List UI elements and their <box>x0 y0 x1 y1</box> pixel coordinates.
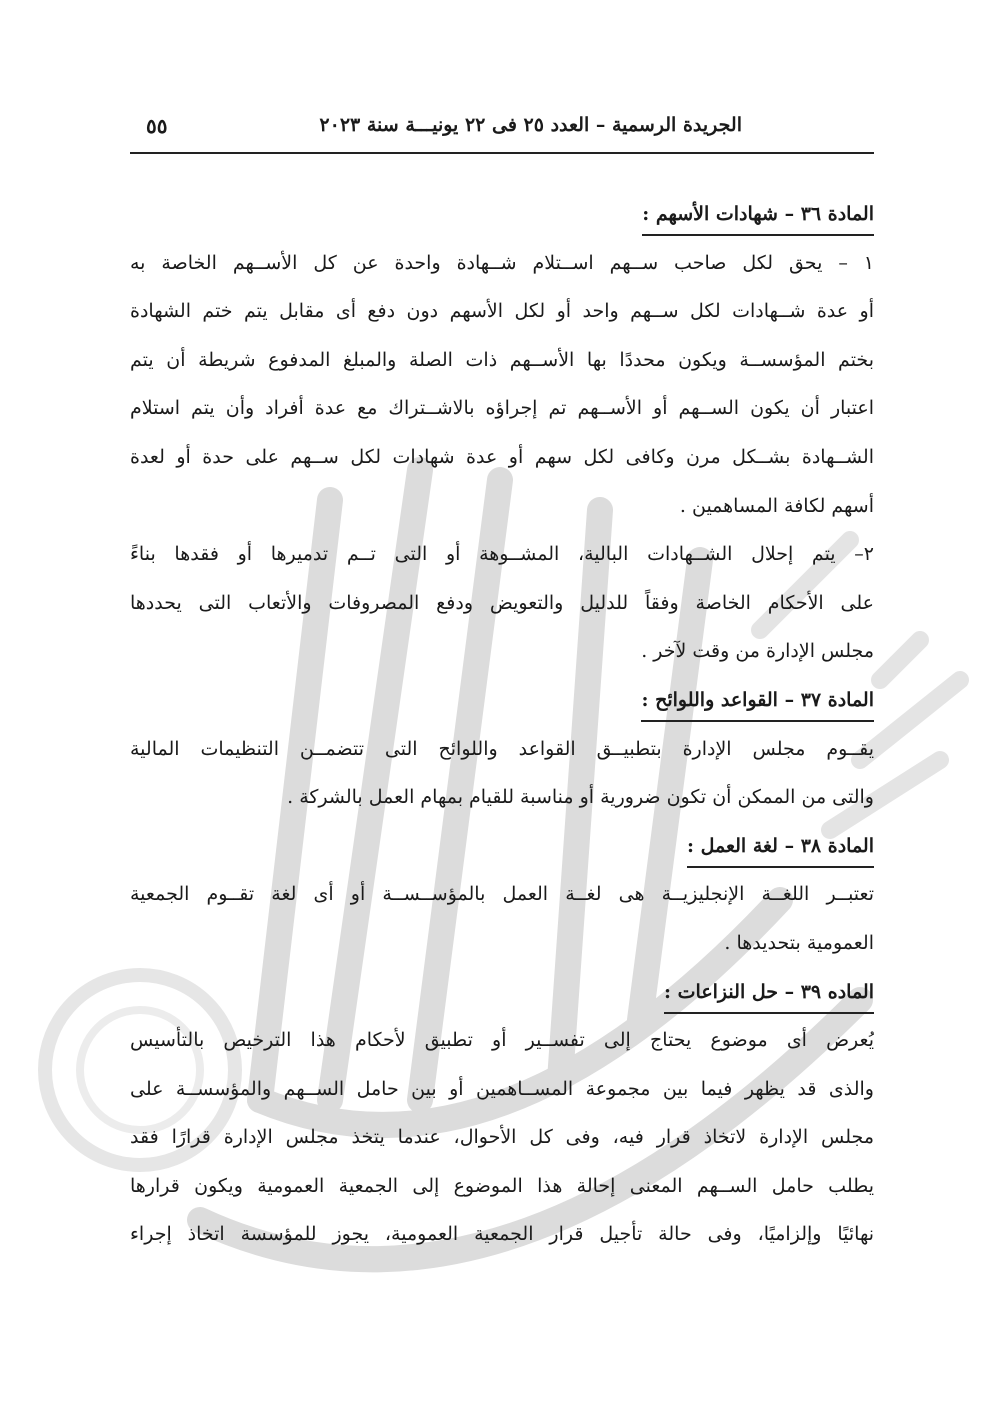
paragraph-line: يطلب حامل الســهم المعنى إحالة هذا الموضوع إلى الجمعية العمومية ويكون قرارها <box>130 1174 874 1197</box>
paragraph-line: بختم المؤسســة ويكون محددًا بها الأســهم ذات الصلة والمبلغ المدفوع شريطة أن يتم <box>130 348 874 371</box>
paragraph-line: نهائيًا وإلزاميًا، وفى حالة تأجيل قرار الجمعية العمومية، يجوز للمؤسسة اتخاذ إجراء <box>130 1223 874 1246</box>
paragraph-line: مجلس الإدارة من وقت لآخر . <box>641 640 874 663</box>
paragraph-line: ١ – يحق لكل صاحب ســهم اســتلام شــهادة واحدة عن كل الأســهم الخاصة به <box>130 251 874 274</box>
paragraph-line: والتى من الممكن أن تكون ضرورية أو مناسبة للقيام بمهام العمل بالشركة . <box>287 786 874 809</box>
paragraph-line: أسهم لكافة المساهمين . <box>679 494 874 517</box>
document-body <box>130 190 874 1259</box>
paragraph-line: اعتبار أن يكون الســهم أو الأســهم تم إجراؤه بالاشــتراك مع عدة أفراد وأن يتم استلام <box>130 397 874 420</box>
article-38-heading: المادة ٣٨ – لغة العمل : <box>130 822 874 871</box>
paragraph-line: ٢– يتم إحلال الشــهادات البالية، المشــوهة أو التى تــم تدميرها أو فقدها بناءً <box>130 543 874 566</box>
page-header <box>130 108 874 154</box>
paragraph-line: يُعرض أى موضوع يحتاج إلى تفســير أو تطبيق لأحكام هذا الترخيص بالتأسيس <box>130 1029 874 1052</box>
paragraph-line: مجلس الإدارة لاتخاذ قرار فيه، وفى كل الأحوال، عندما يتخذ مجلس الإدارة قرارًا فقد <box>130 1126 874 1149</box>
paragraph-line: يقــوم مجلس الإدارة بتطبيــق القواعد واللوائح التى تتضمــن التنظيمات المالية <box>130 737 874 760</box>
paragraph-line: أو عدة شــهادات لكل ســهم واحد أو لكل الأسهم دون دفع أى مقابل يتم ختم الشهادة <box>130 300 874 323</box>
article-39-heading: الماده ٣٩ – حل النزاعات : <box>130 968 874 1017</box>
gazette-title: الجريدة الرسمية – العدد ٢٥ فى ٢٢ يونيـــة سنة ٢٠٢٣ <box>319 114 742 136</box>
paragraph-line: تعتبــر اللغــة الإنجليزيــة هى لغــة العمل بالمؤســســة أو أى لغة تقــوم الجمعية <box>130 883 874 906</box>
paragraph-line: على الأحكام الخاصة وفقاً للدليل والتعويض ودفع المصروفات والأتعاب التى يحددها <box>130 591 874 614</box>
paragraph-line: الشــهادة بشــكل مرن وكافى لكل سهم أو عدة شهادات لكل ســهم على حدة أو لعدة <box>130 445 874 468</box>
paragraph-line: العمومية بتحديدها . <box>724 931 874 954</box>
article-37-heading: المادة ٣٧ – القواعد واللوائح : <box>130 676 874 725</box>
page-number: ٥٥ <box>146 114 168 138</box>
paragraph-line: والذى قد يظهر فيما بين مجموعة المســاهمين أو بين حامل الســهم والمؤسســة على <box>130 1077 874 1100</box>
article-36-heading: المادة ٣٦ – شهادات الأسهم : <box>130 190 874 239</box>
